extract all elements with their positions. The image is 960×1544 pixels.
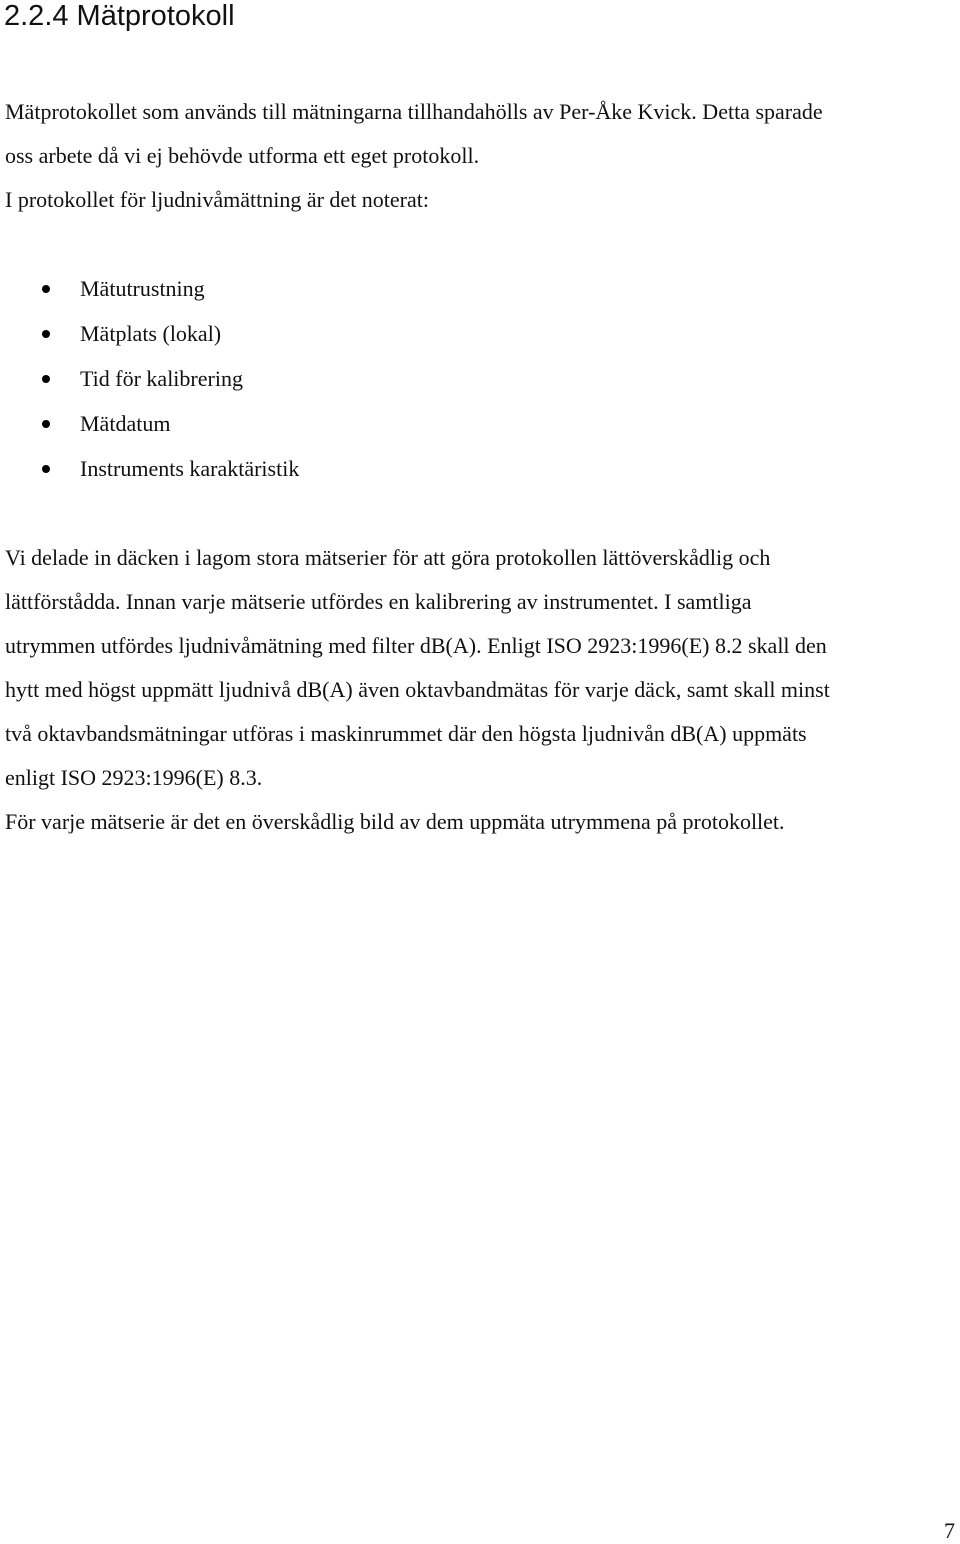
bullet-icon [42, 375, 50, 383]
body-paragraph [5, 545, 830, 853]
intro-line-3: I protokollet för ljudnivåmättning är det noterat: [5, 187, 429, 212]
body-line-1: Vi delade in däcken i lagom stora mätserier för att göra protokollen lättöverskådlig och [5, 545, 771, 570]
list-item-text: Mätplats (lokal) [80, 321, 222, 346]
page-number: 7 [944, 1518, 955, 1543]
body-line-3: utrymmen utfördes ljudnivåmätning med filter dB(A). Enligt ISO 2923:1996(E) 8.2 skall den [5, 633, 827, 658]
list-item-text: Mätutrustning [80, 276, 205, 301]
section-heading: 2.2.4 Mätprotokoll [4, 0, 235, 32]
bullet-icon [42, 465, 50, 473]
body-line-5: två oktavbandsmätningar utföras i maskinrummet där den högsta ljudnivån dB(A) uppmäts [5, 721, 807, 746]
bullet-icon [42, 330, 50, 338]
body-line-4: hytt med högst uppmätt ljudnivå dB(A) även oktavbandmätas för varje däck, samt skall minst [5, 677, 830, 702]
intro-line-1: Mätprotokollet som används till mätningarna tillhandahölls av Per-Åke Kvick. Detta sparade [5, 99, 823, 124]
body-line-6: enligt ISO 2923:1996(E) 8.3. [5, 765, 263, 790]
bullet-icon [42, 420, 50, 428]
body-line-7: För varje mätserie är det en överskådlig bild av dem uppmäta utrymmena på protokollet. [5, 809, 785, 834]
intro-line-2: oss arbete då vi ej behövde utforma ett eget protokoll. [5, 143, 480, 168]
list-item-text: Mätdatum [80, 411, 171, 436]
list-item-text: Tid för kalibrering [80, 366, 243, 391]
list-item-text: Instruments karaktäristik [80, 456, 300, 481]
bullet-icon [42, 285, 50, 293]
body-line-2: lättförstådda. Innan varje mätserie utfördes en kalibrering av instrumentet. I samtliga [5, 589, 752, 614]
